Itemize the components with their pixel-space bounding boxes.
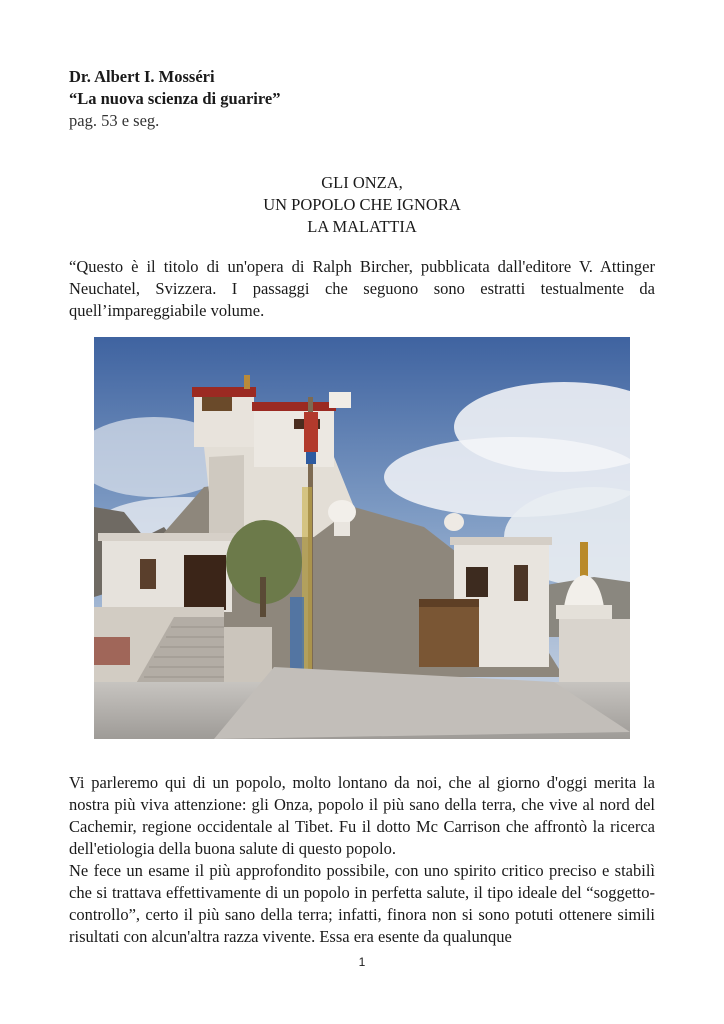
page-reference: pag. 53 e seg. bbox=[69, 111, 160, 130]
chapter-title-line: LA MALATTIA bbox=[307, 217, 417, 236]
body-paragraph: Ne fece un esame il più approfondito possibile, con uno spirito critico preciso e stabilì che si trattava effettivamente di un popolo in perfetta salute, il tipo ideale del “soggetto-controllo”, certo il più sano della terra; infatti, finora non si sono potuti ottenere simili risultati con alcun'altra razza vivente. Essa era esente da qualunque bbox=[69, 861, 655, 946]
chapter-title bbox=[0, 172, 724, 238]
author-name: Dr. Albert I. Mosséri bbox=[69, 67, 215, 86]
monastery-photo bbox=[94, 337, 630, 739]
citation-header bbox=[69, 66, 280, 132]
chapter-title-line: UN POPOLO CHE IGNORA bbox=[263, 195, 461, 214]
intro-paragraph: “Questo è il titolo di un'opera di Ralph Bircher, pubblicata dall'editore V. Attinger Neuchatel, Svizzera. I passaggi che seguono sono estratti testualmente da quell’impareggiabile volume. bbox=[69, 257, 655, 320]
body-paragraph: Vi parleremo qui di un popolo, molto lontano da noi, che al giorno d'oggi merita la nostra più viva attenzione: gli Onza, popolo il più sano della terra, che vive al nord del Cachemir, regione occidentale al Tibet. Fu il dotto Mc Carrison che affrontò la ricerca dell'etiologia della buona salute di questo popolo. bbox=[69, 773, 655, 858]
chapter-title-line: GLI ONZA, bbox=[321, 173, 403, 192]
page-number: 1 bbox=[358, 955, 366, 969]
book-title: “La nuova scienza di guarire” bbox=[69, 89, 281, 108]
